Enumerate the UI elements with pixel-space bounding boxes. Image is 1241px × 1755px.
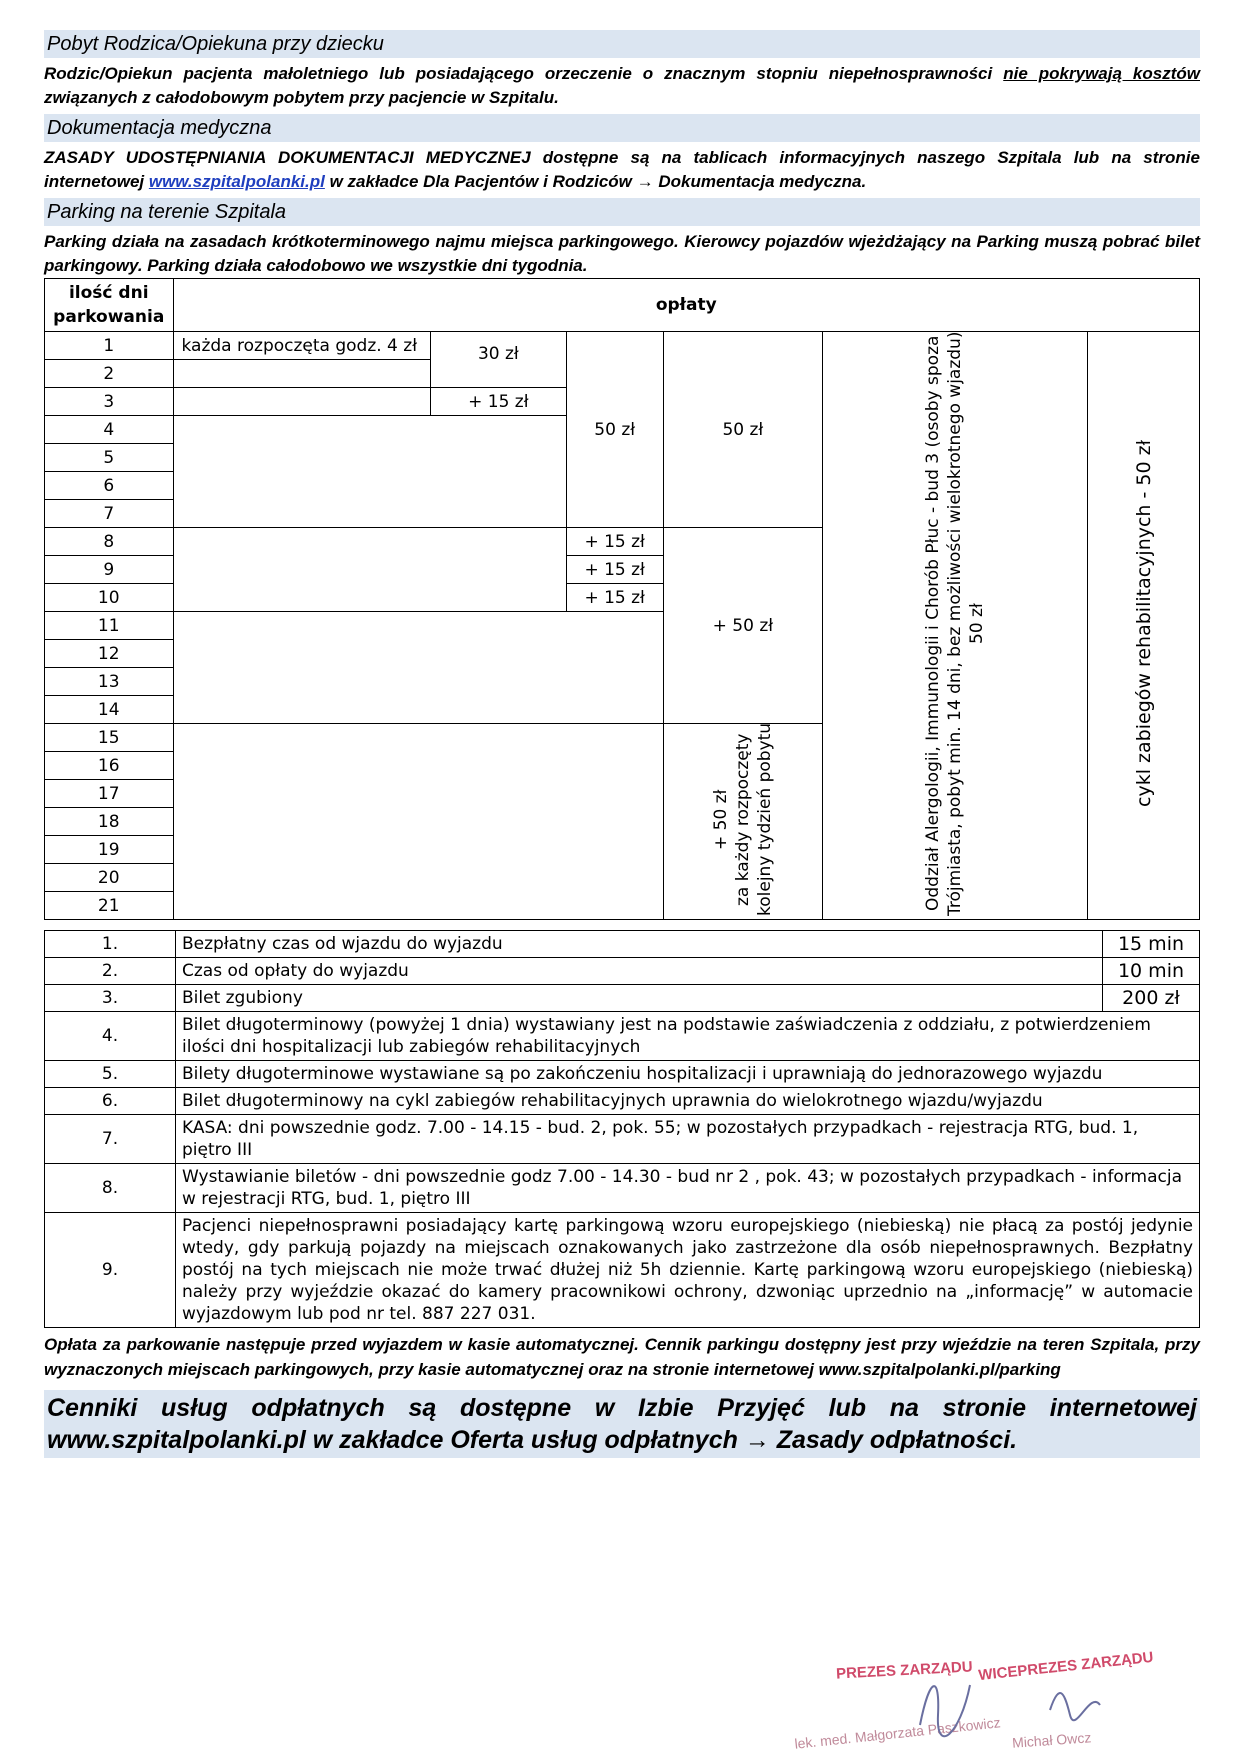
day-cell: 18 <box>45 808 174 836</box>
empty-cell <box>173 388 430 416</box>
empty-cell <box>173 360 430 388</box>
table-row: 9. Pacjenci niepełnosprawni posiadający kartę parkingową wzoru europejskiego (niebieską) nie płacą za postój jedynie wtedy, gdy parkują pojazdy na miejscach oznakowanych jako zastrzeżone dla osób niepełnosprawnych. Bezpłatny postój na tych miejscach nie może trwać dłużej niż 5h dziennie. Kartę parkingową wzoru europejskiego (niebieską) należy przy wyjeździe okazać do kamery pracownikowi ochrony, dzwoniąc uprzednio na „informację” w automacie wyjazdowym lub pod nr tel. 887 227 031. <box>45 1213 1200 1328</box>
parking-fee-table <box>44 278 1200 920</box>
table-row: 1. Bezpłatny czas od wjazdu do wyjazdu 15 min <box>45 931 1200 958</box>
paid-services-note: Cenniki usług odpłatnych są dostępne w Izbie Przyjęć lub na stronie internetowej www.szpitalpolanki.pl w zakładce Oferta usług odpłatnych → Zasady odpłatności. <box>44 1390 1200 1458</box>
day-cell: 12 <box>45 640 174 668</box>
day-cell: 17 <box>45 780 174 808</box>
weekly-fee: + 50 zł za każdy rozpoczęty kolejny tydzień pobytu <box>663 724 823 920</box>
vice-president-name: Michał Owcz <box>1011 1729 1092 1751</box>
fee-50-b: 50 zł <box>663 332 823 528</box>
empty-cell <box>173 416 566 528</box>
hourly-fee: każda rozpoczęta godz. 4 zł <box>173 332 430 360</box>
day-cell: 4 <box>45 416 174 444</box>
table-row: 7. KASA: dni powszednie godz. 7.00 - 14.15 - bud. 2, pok. 55; w pozostałych przypadkach - rejestracja RTG, bud. 1, piętro III <box>45 1115 1200 1164</box>
day-cell: 3 <box>45 388 174 416</box>
plus50-fee: + 50 zł <box>663 528 823 724</box>
day-cell: 11 <box>45 612 174 640</box>
docs-header: Dokumentacja medyczna <box>44 114 1200 142</box>
day-cell: 15 <box>45 724 174 752</box>
day-cell: 2 <box>45 360 174 388</box>
document <box>44 30 1200 1458</box>
table-row: 6. Bilet długoterminowy na cykl zabiegów rehabilitacyjnych uprawnia do wielokrotnego wjazdu/wyjazdu <box>45 1088 1200 1115</box>
day-cell: 9 <box>45 556 174 584</box>
empty-cell <box>173 724 663 920</box>
vice-president-stamp: WICEPREZES ZARZĄDU <box>977 1648 1155 1685</box>
table-row: 8. Wystawianie biletów - dni powszednie godz 7.00 - 14.30 - bud nr 2 , pok. 43; w pozostałych przypadkach - informacja w rejestracji RTG, bud. 1, piętro III <box>45 1164 1200 1213</box>
day-cell: 21 <box>45 892 174 920</box>
stay-header: Pobyt Rodzica/Opiekuna przy dziecku <box>44 30 1200 58</box>
day-cell: 1 <box>45 332 174 360</box>
fee-30: 30 zł <box>430 332 566 388</box>
payment-note: Opłata za parkowanie następuje przed wyjazdem w kasie automatycznej. Cennik parkingu dostępny jest przy wjeździe na teren Szpitala, przy wyznaczonych miejscach parkingowych, przy kasie automatycznej oraz na stronie internetowej www.szpitalpolanki.pl/parking <box>44 1335 1200 1379</box>
col-days-header: ilość dni parkowania <box>45 279 174 332</box>
parking-rules-table <box>44 930 1200 1328</box>
parking-text: Parking działa na zasadach krótkoterminowego najmu miejsca parkingowego. Kierowcy pojazdów wjeżdżający na Parking muszą pobrać bilet parkingowy. Parking działa całodobowo we wszystkie dni tygodnia. <box>44 232 1200 275</box>
table-row: 5. Bilety długoterminowe wystawiane są po zakończeniu hospitalizacji i uprawniają do jednorazowego wyjazdu <box>45 1061 1200 1088</box>
plus15-fee: + 15 zł <box>430 388 566 416</box>
table-row: 4. Bilet długoterminowy (powyżej 1 dnia) wystawiany jest na podstawie zaświadczenia z oddziału, z potwierdzeniem ilości dni hospitalizacji lub zabiegów rehabilitacyjnych <box>45 1012 1200 1061</box>
day-cell: 10 <box>45 584 174 612</box>
rehab-fee: cykl zabiegów rehabilitacyjnych - 50 zł <box>1088 332 1200 920</box>
website-link[interactable]: www.szpitalpolanki.pl <box>148 172 325 191</box>
plus15-fee: + 15 zł <box>566 528 663 556</box>
empty-cell <box>173 612 663 724</box>
day-cell: 6 <box>45 472 174 500</box>
day-cell: 14 <box>45 696 174 724</box>
signature-image <box>900 1665 1160 1745</box>
col-fees-header: opłaty <box>173 279 1200 332</box>
day-cell: 20 <box>45 864 174 892</box>
day-cell: 5 <box>45 444 174 472</box>
day-cell: 19 <box>45 836 174 864</box>
stay-text: Rodzic/Opiekun pacjenta małoletniego lub posiadającego orzeczenie o znacznym stopniu niepełnosprawności nie pokrywają kosztów związanych z całodobowym pobytem przy pacjencie w Szpitalu. <box>44 64 1200 107</box>
plus15-fee: + 15 zł <box>566 584 663 612</box>
president-name: lek. med. Małgorzata Paszkowicz <box>793 1714 1002 1752</box>
fee-50-a: 50 zł <box>566 332 663 528</box>
parking-header: Parking na terenie Szpitala <box>44 198 1200 226</box>
plus15-fee: + 15 zł <box>566 556 663 584</box>
day-cell: 16 <box>45 752 174 780</box>
alergo-fee: Oddział Alergologii, Immunologii i Chorób Płuc - bud 3 (osoby spoza Trójmiasta, pobyt min. 14 dni, bez możliwości wielokrotnego wjazdu) 50 zł <box>823 332 1088 920</box>
docs-text: ZASADY UDOSTĘPNIANIA DOKUMENTACJI MEDYCZNEJ dostępne są na tablicach informacyjnych naszego Szpitala lub na stronie internetowej www.szpitalpolanki.pl w zakładce Dla Pacjentów i Rodziców → Dokumentacja medyczna. <box>44 148 1200 191</box>
empty-cell <box>173 528 566 612</box>
table-row: 2. Czas od opłaty do wyjazdu 10 min <box>45 958 1200 985</box>
table-row: 3. Bilet zgubiony 200 zł <box>45 985 1200 1012</box>
president-stamp: PREZES ZARZĄDU <box>835 1658 974 1683</box>
day-cell: 8 <box>45 528 174 556</box>
day-cell: 7 <box>45 500 174 528</box>
day-cell: 13 <box>45 668 174 696</box>
